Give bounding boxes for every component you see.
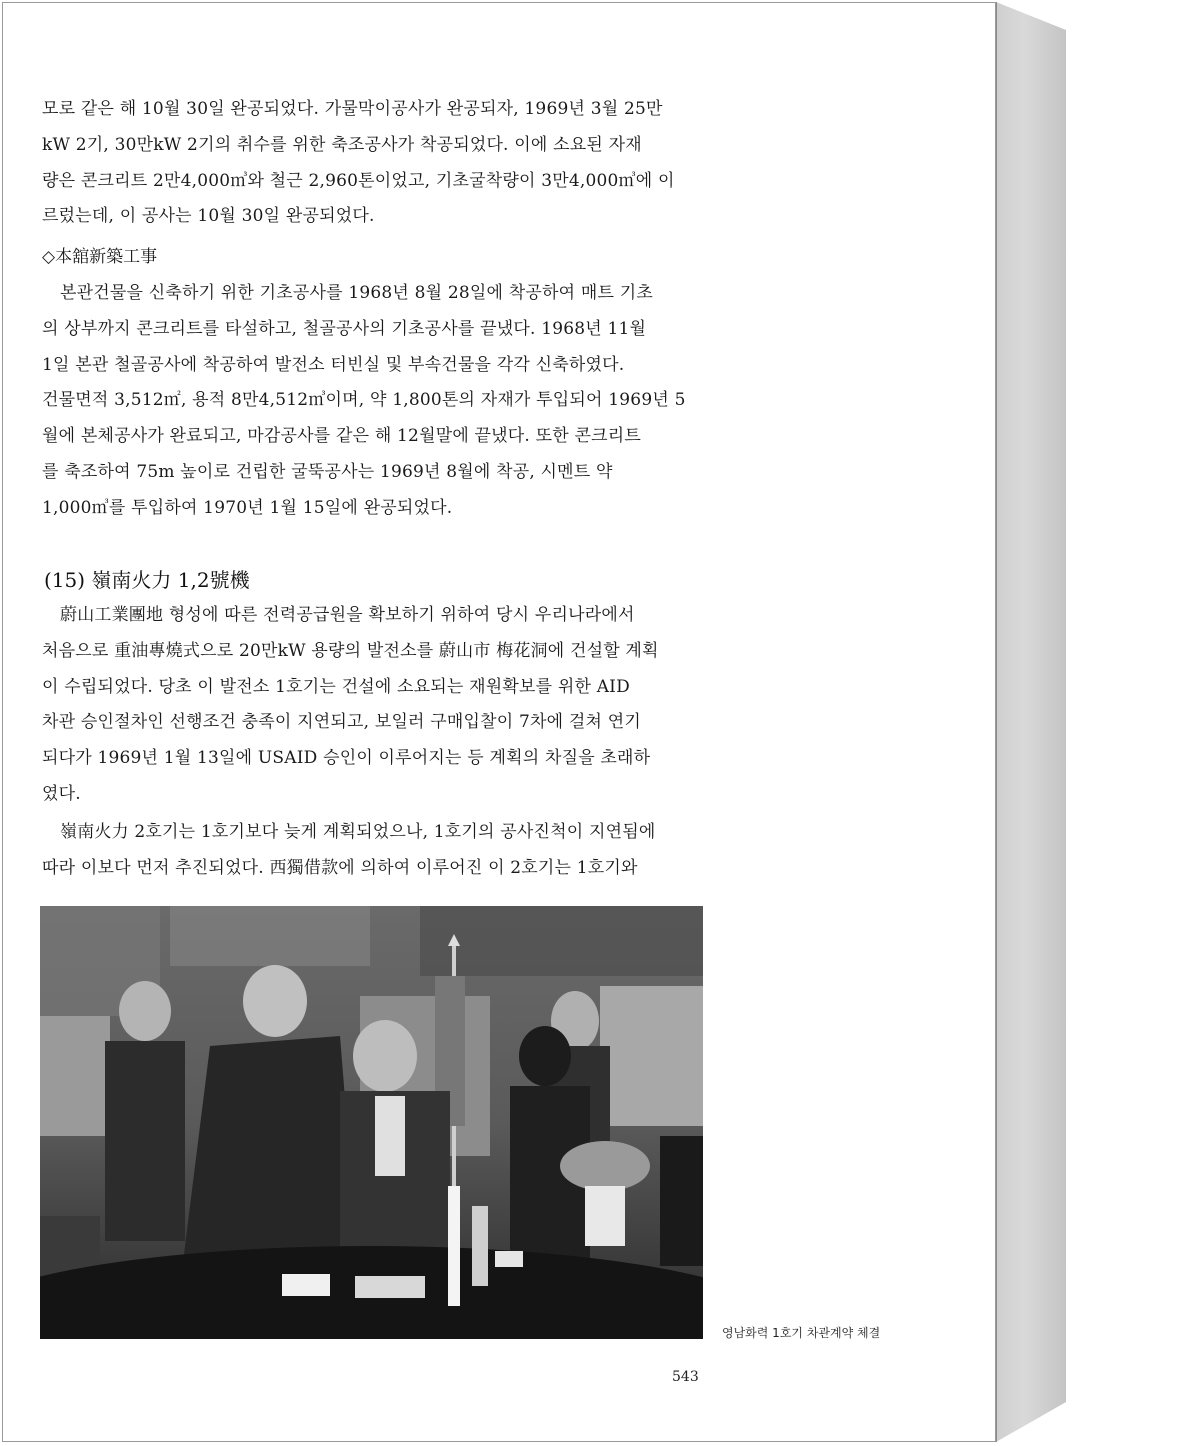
- book-side-shadow: [996, 2, 1066, 1442]
- text-line: 이 수립되었다. 당초 이 발전소 1호기는 건설에 소요되는 재원확보를 위한 AID: [42, 676, 630, 697]
- text-line: 였다.: [42, 783, 81, 804]
- book-edge: [996, 2, 997, 1442]
- text-line: 의 상부까지 콘크리트를 타설하고, 철골공사의 기초공사를 끝냈다. 1968년 11월: [42, 318, 647, 339]
- text-line: 嶺南火力 2호기는 1호기보다 늦게 계획되었으나, 1호기의 공사진척이 지연됨에: [60, 822, 656, 842]
- text-line: 건물면적 3,512㎡, 용적 8만4,512㎥이며, 약 1,800톤의 자재가 투입되어 1969년 5: [42, 390, 686, 411]
- photo-caption: 영남화력 1호기 차관계약 체결: [722, 1326, 881, 1340]
- text-line: 蔚山工業團地 형성에 따른 전력공급원을 확보하기 위하여 당시 우리나라에서: [60, 605, 635, 625]
- paragraph-yeongnam-intro: [42, 598, 702, 813]
- photo-loan-signing: [40, 906, 703, 1339]
- subheading-main-building: ◇本舘新築工事: [42, 247, 158, 267]
- photo-illustration: [40, 906, 703, 1339]
- text-line: 본관건물을 신축하기 위한 기초공사를 1968년 8월 28일에 착공하여 매트 기초: [60, 283, 653, 303]
- text-line: 모로 같은 해 10월 30일 완공되었다. 가물막이공사가 완공되자, 1969년 3월 25만: [42, 99, 663, 119]
- text-line: 를 축조하여 75m 높이로 건립한 굴뚝공사는 1969년 8월에 착공, 시멘트 약: [42, 461, 613, 482]
- text-line: 되다가 1969년 1월 13일에 USAID 승인이 이루어지는 등 계획의 차질을 초래하: [42, 748, 651, 769]
- text-line: 르렀는데, 이 공사는 10월 30일 완공되었다.: [42, 206, 375, 227]
- text-line: 1일 본관 철골공사에 착공하여 발전소 터빈실 및 부속건물을 각각 신축하였다.: [42, 354, 625, 375]
- text-line: 월에 본체공사가 완료되고, 마감공사를 같은 해 12월말에 끝냈다. 또한 콘크리트: [42, 426, 641, 447]
- text-line: kW 2기, 30만kW 2기의 취수를 위한 축조공사가 착공되었다. 이에 소요된 자재: [42, 134, 642, 155]
- text-line: 차관 승인절차인 선행조건 충족이 지연되고, 보일러 구매입찰이 7차에 걸쳐 연기: [42, 712, 641, 733]
- section-heading: (15) 嶺南火力 1,2號機: [44, 568, 250, 592]
- paragraph-main-building: [42, 276, 702, 527]
- page-number: 543: [672, 1369, 699, 1385]
- text-line: 처음으로 重油專燒式으로 20만kW 용량의 발전소를 蔚山市 梅花洞에 건설할 계획: [42, 640, 659, 661]
- text-line: 량은 콘크리트 2만4,000㎥와 철근 2,960톤이었고, 기초굴착량이 3만4,000㎥에 이: [42, 170, 675, 191]
- paragraph-cofferdam: [42, 92, 702, 235]
- text-line: 따라 이보다 먼저 추진되었다. 西獨借款에 의하여 이루어진 이 2호기는 1호기와: [42, 857, 638, 878]
- text-line: 1,000㎥를 투입하여 1970년 1월 15일에 완공되었다.: [42, 497, 453, 518]
- paragraph-unit2: [42, 815, 702, 887]
